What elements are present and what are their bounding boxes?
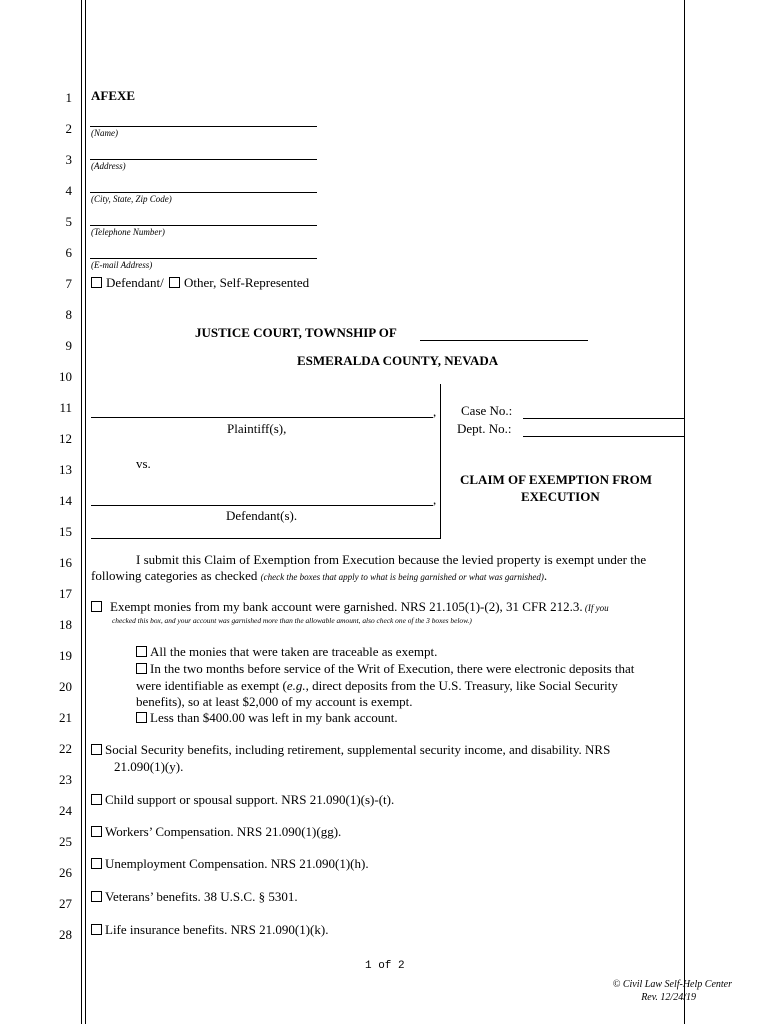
telephone-field-line[interactable] (90, 225, 317, 226)
bank-exemption-note: (If you (582, 603, 609, 613)
intro-line1: I submit this Claim of Exemption from Execution because the levied property is exempt under the (136, 552, 647, 567)
case-no-field-line[interactable] (523, 418, 685, 419)
life-insurance-checkbox[interactable] (91, 924, 102, 935)
line-number: 27 (59, 896, 72, 911)
court-title-line2: ESMERALDA COUNTY, NEVADA (297, 353, 499, 368)
social-security-item (91, 742, 610, 758)
defendant-label: Defendant/ (106, 275, 164, 290)
line-number: 17 (59, 586, 72, 601)
line-number: 18 (59, 617, 72, 632)
child-support-checkbox[interactable] (91, 794, 102, 805)
line-number: 9 (65, 338, 72, 353)
line-number: 22 (59, 741, 72, 756)
line-number: 1 (65, 90, 72, 105)
defendant-label: Defendant(s). (226, 508, 298, 523)
line-number: 13 (59, 462, 72, 477)
sub-less-than-label: Less than $400.00 was left in my bank account. (150, 710, 398, 725)
other-label: Other, Self-Represented (184, 275, 310, 290)
line-number: 2 (65, 121, 72, 136)
document-title-line1: CLAIM OF EXEMPTION FROM (460, 472, 652, 487)
margin-line-left-inner (85, 0, 86, 1024)
life-insurance-item (91, 922, 328, 938)
intro-line2 (91, 568, 547, 584)
court-title-line1: JUSTICE COURT, TOWNSHIP OF (195, 325, 397, 340)
township-field-line[interactable] (420, 340, 588, 341)
sub-two-months-line3: benefits), so at least $2,000 of my account is exempt. (136, 694, 413, 709)
sub-all-traceable-checkbox[interactable] (136, 646, 147, 657)
sub-two-months-text: were identifiable as exempt ( (136, 678, 287, 693)
line-number: 28 (59, 927, 72, 942)
child-support-label: Child support or spousal support. NRS 21.090(1)(s)-(t). (105, 792, 395, 807)
social-security-line2: 21.090(1)(y). (114, 759, 184, 774)
bank-exemption-checkbox[interactable] (91, 601, 102, 612)
page-number: 1 of 2 (365, 960, 405, 972)
unemployment-item (91, 856, 369, 872)
line-number: 6 (65, 245, 72, 260)
sub-all-traceable (136, 644, 437, 660)
sub-less-than (136, 710, 398, 726)
line-number: 7 (65, 276, 72, 291)
line-number: 12 (59, 431, 72, 446)
sub-two-months-eg: e.g. (286, 678, 306, 693)
line-number: 21 (59, 710, 72, 725)
dept-no-label: Dept. No.: (457, 421, 512, 436)
caption-divider-bottom (91, 538, 441, 539)
life-insurance-label: Life insurance benefits. NRS 21.090(1)(k). (105, 922, 329, 937)
line-number: 20 (59, 679, 72, 694)
line-number: 19 (59, 648, 72, 663)
veterans-label: Veterans’ benefits. 38 U.S.C. § 5301. (105, 889, 298, 904)
line-number: 3 (65, 152, 72, 167)
line-number: 5 (65, 214, 72, 229)
bank-exemption-note-line2: checked this box, and your account was garnished more than the allowable amount, also check one of the 3 boxes below.) (112, 616, 472, 625)
role-selection (91, 275, 309, 291)
plaintiff-field-line[interactable] (91, 417, 433, 418)
name-field-line[interactable] (90, 126, 317, 127)
child-support-item (91, 792, 394, 808)
caption-divider-vertical (440, 384, 441, 538)
footer-revision: Rev. 12/24/19 (641, 992, 696, 1003)
line-number: 24 (59, 803, 72, 818)
sub-two-months (136, 661, 634, 677)
plaintiff-label: Plaintiff(s), (227, 421, 287, 436)
sub-two-months-text: , direct deposits from the U.S. Treasury, like Social Security (305, 678, 618, 693)
party-name: AFEXE (91, 88, 136, 103)
sub-two-months-checkbox[interactable] (136, 663, 147, 674)
caption-comma: , (433, 404, 437, 419)
line-number: 25 (59, 834, 72, 849)
defendant-field-line[interactable] (91, 505, 433, 506)
address-field-label: (Address) (91, 161, 126, 171)
dept-no-field-line[interactable] (523, 436, 685, 437)
city-state-zip-field-label: (City, State, Zip Code) (91, 194, 172, 204)
sub-two-months-line2 (136, 678, 618, 694)
sub-two-months-label: In the two months before service of the Writ of Execution, there were electronic deposits that (150, 661, 635, 676)
email-field-line[interactable] (90, 258, 317, 259)
line-number: 14 (59, 493, 72, 508)
bank-exemption-item (91, 599, 609, 615)
city-state-zip-field-line[interactable] (90, 192, 317, 193)
case-no-label: Case No.: (461, 403, 513, 418)
social-security-label: Social Security benefits, including retirement, supplemental security income, and disability. NRS (105, 742, 611, 757)
veterans-checkbox[interactable] (91, 891, 102, 902)
line-number: 23 (59, 772, 72, 787)
margin-line-right (684, 0, 685, 1024)
unemployment-label: Unemployment Compensation. NRS 21.090(1)(h). (105, 856, 369, 871)
line-number: 16 (59, 555, 72, 570)
intro-end: . (543, 568, 548, 583)
document-title-line2: EXECUTION (521, 489, 600, 504)
unemployment-checkbox[interactable] (91, 858, 102, 869)
other-checkbox[interactable] (169, 277, 180, 288)
telephone-field-label: (Telephone Number) (91, 227, 165, 237)
vs-label: vs. (136, 456, 151, 471)
workers-comp-item (91, 824, 341, 840)
line-number: 15 (59, 524, 72, 539)
intro-text: following categories as checked (91, 568, 261, 583)
workers-comp-checkbox[interactable] (91, 826, 102, 837)
social-security-checkbox[interactable] (91, 744, 102, 755)
line-number: 10 (59, 369, 72, 384)
line-number: 8 (65, 307, 72, 322)
workers-comp-label: Workers’ Compensation. NRS 21.090(1)(gg). (105, 824, 342, 839)
defendant-checkbox[interactable] (91, 277, 102, 288)
sub-less-than-checkbox[interactable] (136, 712, 147, 723)
caption-comma: , (433, 492, 437, 507)
line-number: 26 (59, 865, 72, 880)
line-number: 4 (65, 183, 72, 198)
footer-credit: © Civil Law Self-Help Center (612, 979, 732, 990)
email-field-label: (E-mail Address) (91, 260, 153, 270)
name-field-label: (Name) (91, 128, 118, 138)
veterans-item (91, 889, 298, 905)
address-field-line[interactable] (90, 159, 317, 160)
line-number: 11 (59, 400, 72, 415)
sub-all-traceable-label: All the monies that were taken are traceable as exempt. (150, 644, 438, 659)
intro-note: (check the boxes that apply to what is being garnished or what was garnished) (260, 572, 544, 582)
bank-exemption-label: Exempt monies from my bank account were garnished. NRS 21.105(1)-(2), 31 CFR 212.3. (110, 599, 583, 614)
margin-line-left-outer (81, 0, 82, 1024)
